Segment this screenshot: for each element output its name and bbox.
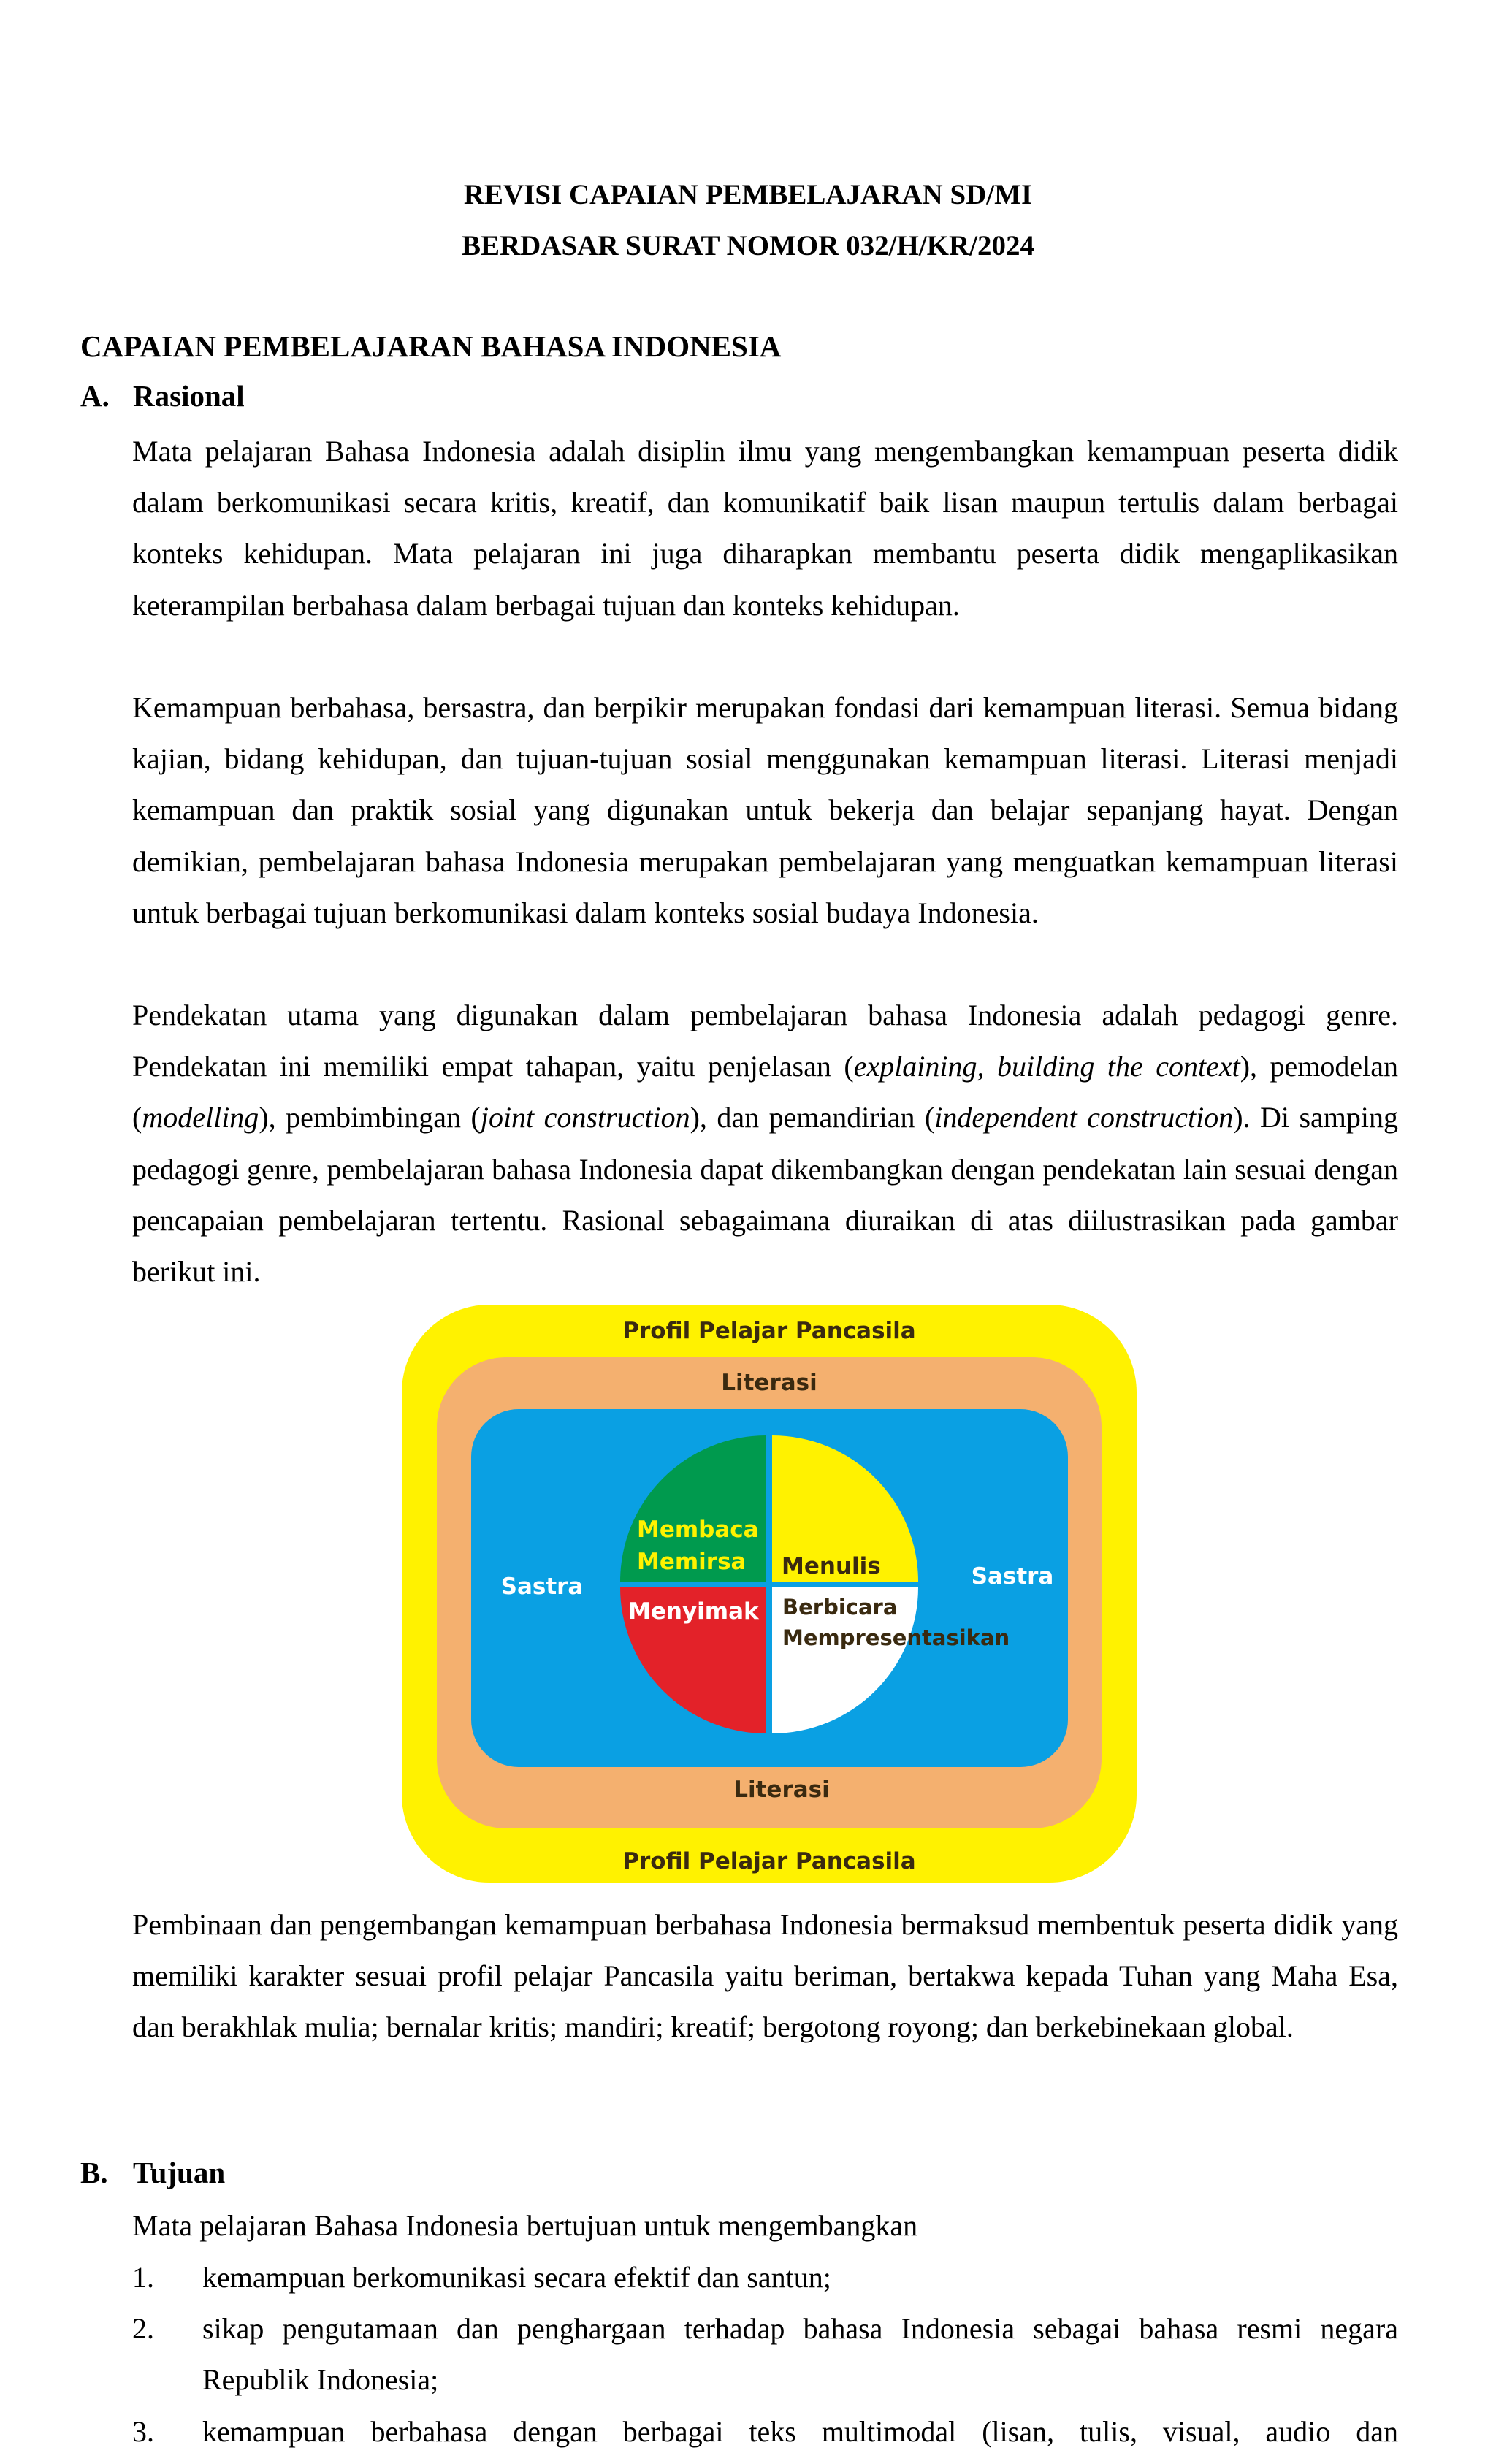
outer-label-top: Profil Pelajar Pancasila (622, 1318, 916, 1344)
inner-label-right: Sastra (971, 1563, 1054, 1590)
text-run: ), pembimbingan ( (259, 1101, 481, 1134)
italic-term: modelling (142, 1101, 259, 1134)
inner-label-left: Sastra (500, 1574, 584, 1600)
text-run: ), dan pemandirian ( (690, 1101, 935, 1134)
section-a-paragraph-1 (132, 426, 1398, 631)
list-item-text: sikap pengutamaan dan penghargaan terhadap bahasa Indonesia sebagai bahasa resmi negara Republik Indonesia; (202, 2312, 1398, 2397)
literacy-diagram (402, 1305, 1137, 1883)
list-item (132, 2252, 1398, 2303)
list-item-number: 1. (132, 2261, 154, 2294)
paragraph-text: Kemampuan berbahasa, bersastra, dan berpikir merupakan fondasi dari kemampuan literasi. Semua bidang kajian, bidang kehidupan, dan tujuan-tujuan sosial menggunakan kemampuan literasi. Literasi menjadi kemampuan dan praktik sosial yang digunakan untuk bekerja dan belajar sepanjang hayat. Dengan demikian, pembelajaran bahasa Indonesia merupakan pembelajaran yang menguatkan kemampuan literasi untuk berbagai tujuan berkomunikasi dalam konteks sosial budaya Indonesia. (132, 691, 1398, 929)
section-a-title: Rasional (133, 379, 245, 413)
list-item-text: kemampuan berbahasa dengan berbagai teks multimodal (lisan, tulis, visual, audio dan (202, 2415, 1398, 2448)
quadrant-label-berbicara: Berbicara (782, 1595, 898, 1620)
text-run: Pendekatan utama yang digunakan dalam pembelajaran bahasa Indonesia adalah pedagogi genre. Pendekatan ini memiliki empat tahapan, yaitu penjelasan ( (132, 999, 1398, 1083)
section-a-paragraph-2 (132, 682, 1398, 939)
italic-term: joint construction (480, 1101, 690, 1134)
quadrant-label-mempresentasikan: Mempresentasikan (782, 1625, 1010, 1650)
section-a-paragraph-3 (132, 990, 1398, 1297)
section-b-letter: B. (80, 2156, 108, 2189)
list-item-text: kemampuan berkomunikasi secara efektif dan santun; (202, 2261, 831, 2294)
list-item-number: 2. (132, 2312, 154, 2345)
list-item (132, 2406, 1398, 2457)
outer-label-bottom: Profil Pelajar Pancasila (622, 1848, 916, 1874)
italic-term: explaining, building the context (853, 1050, 1240, 1083)
main-heading: CAPAIAN PEMBELAJARAN BAHASA INDONESIA (80, 329, 782, 363)
text-run: ), pemodelan ( (132, 1050, 1399, 1134)
text-run: ). Di samping pedagogi genre, pembelajaran bahasa Indonesia dapat dikembangkan dengan pendekatan lain sesuai dengan pencapaian pembelajaran tertentu. Rasional sebagaimana diuraikan di atas diilustrasikan pada gambar berikut ini. (132, 1101, 1398, 1289)
quadrant-label-menyimak: Menyimak (628, 1598, 759, 1625)
middle-label-bottom: Literasi (733, 1777, 830, 1803)
section-a-paragraph-4 (132, 1899, 1398, 2053)
section-a-heading (80, 377, 245, 415)
paragraph-text: Mata pelajaran Bahasa Indonesia bertujuan untuk mengembangkan (132, 2209, 918, 2242)
section-b-heading (80, 2154, 225, 2192)
section-a-letter: A. (80, 379, 110, 413)
list-item (132, 2303, 1398, 2406)
document-title-line-1: REVISI CAPAIAN PEMBELAJARAN SD/MI (463, 179, 1033, 210)
paragraph-text: Pembinaan dan pengembangan kemampuan berbahasa Indonesia bermaksud membentuk peserta didik yang memiliki karakter sesuai profil pelajar Pancasila yaitu beriman, bertakwa kepada Tuhan yang Maha Esa, dan berakhlak mulia; bernalar kritis; mandiri; kreatif; bergotong royong; dan berkebinekaan global. (132, 1908, 1398, 2044)
middle-label-top: Literasi (721, 1370, 817, 1396)
paragraph-text: Mata pelajaran Bahasa Indonesia adalah disiplin ilmu yang mengembangkan kemampuan peserta didik dalam berkomunikasi secara kritis, kreatif, dan komunikatif baik lisan maupun tertulis dalam berbagai konteks kehidupan. Mata pelajaran ini juga diharapkan membantu peserta didik mengaplikasikan keterampilan berbahasa dalam berbagai tujuan dan konteks kehidupan. (132, 435, 1398, 622)
quadrant-label-memirsa: Memirsa (637, 1549, 747, 1575)
paragraph-text (132, 990, 1398, 1297)
list-item-number: 3. (132, 2415, 154, 2448)
section-b-title: Tujuan (133, 2156, 226, 2189)
section-b-intro (132, 2200, 1398, 2251)
italic-term: independent construction (934, 1101, 1234, 1134)
quadrant-label-membaca: Membaca (637, 1517, 759, 1543)
document-title-line-2: BERDASAR SURAT NOMOR 032/H/KR/2024 (461, 230, 1035, 262)
quadrant-label-menulis: Menulis (782, 1553, 881, 1579)
